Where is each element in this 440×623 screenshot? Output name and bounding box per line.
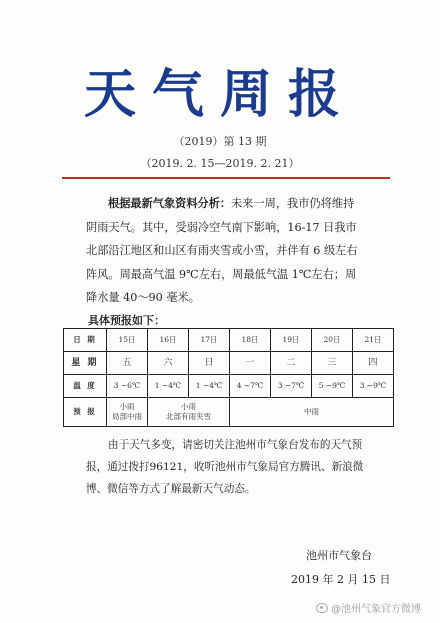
date-cell: 21日 <box>353 329 394 352</box>
date-range: （2019. 2. 15—2019. 2. 21） <box>140 157 300 170</box>
temp-cell: 3 ~6℃ <box>107 375 148 398</box>
summary-body: 未来一周，我市仍将维持阴雨天气。其中，受弱冷空气南下影响，16-17 日我市北部沿江地区和山区有雨夹雪或小雪，并伴有 6 级左右阵风。周最高气温 9℃左右，周最低气温 1℃左右；周降水量 40～90 毫米。 <box>86 197 358 304</box>
temp-cell: 3 ~9℃ <box>353 375 394 398</box>
summary-paragraph <box>86 192 362 310</box>
issue-date: 2019 年 2 月 15 日 <box>291 573 391 586</box>
date-cell: 16日 <box>148 329 189 352</box>
issuing-organization: 池州市气象台 <box>306 549 372 562</box>
temp-cell: 4 ~7℃ <box>230 375 271 398</box>
row-label-date: 日 期 <box>64 329 107 352</box>
watermark <box>316 600 421 615</box>
weather-cell: 中雨 <box>230 398 394 427</box>
weekday-cell: 六 <box>148 352 189 375</box>
temp-cell: 1 ~4℃ <box>148 375 189 398</box>
date-cell: 17日 <box>189 329 230 352</box>
weekday-cell: 二 <box>271 352 312 375</box>
advisory-note: 由于天气多变，请密切关注池州市气象台发布的天气预报，通过拨打96121，收听池州市气象局官方腾讯、新浪微博、微信等方式了解最新天气动态。 <box>86 439 364 495</box>
weather-cell: 小雨 北部有雨夹雪 <box>148 398 230 427</box>
date-cell: 18日 <box>230 329 271 352</box>
date-cell: 15日 <box>107 329 148 352</box>
weekday-cell: 五 <box>107 352 148 375</box>
temp-cell: 1 ~4℃ <box>189 375 230 398</box>
table-row-date <box>64 329 394 352</box>
weekday-cell: 四 <box>353 352 394 375</box>
date-cell: 19日 <box>271 329 312 352</box>
weekday-cell: 日 <box>189 352 230 375</box>
weekday-cell: 三 <box>312 352 353 375</box>
row-label-temp: 温 度 <box>64 375 107 398</box>
table-row-temp <box>64 375 394 398</box>
date-cell: 20日 <box>312 329 353 352</box>
temp-cell: 5 ~9℃ <box>312 375 353 398</box>
forecast-heading: 具体预报如下： <box>88 314 165 327</box>
header-divider <box>62 177 390 179</box>
forecast-table <box>63 328 394 427</box>
temp-cell: 3 ~7℃ <box>271 375 312 398</box>
row-label-weekday: 星 期 <box>64 352 107 375</box>
weekday-cell: 一 <box>230 352 271 375</box>
watermark-text: @池州气象官方微博 <box>331 604 421 615</box>
summary-lead: 根据最新气象资料分析： <box>108 196 232 210</box>
weibo-icon <box>316 603 328 613</box>
row-label-weather: 预 报 <box>64 398 107 427</box>
table-row-weekday <box>64 352 394 375</box>
table-row-weather <box>64 398 394 427</box>
page-title: 天气周报 <box>83 64 356 125</box>
issue-number: （2019）第 13 期 <box>173 135 267 148</box>
weather-cell: 小雨 局部中雨 <box>107 398 148 427</box>
